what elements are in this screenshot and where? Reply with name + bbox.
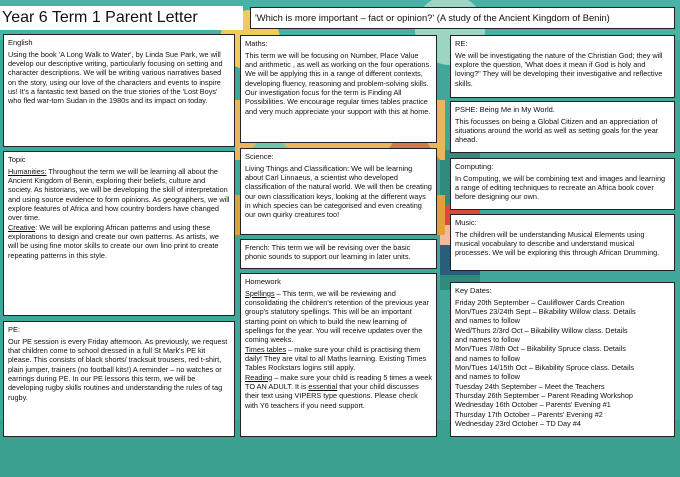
- french-panel: [240, 239, 437, 269]
- pshe-panel: [450, 101, 675, 153]
- french-text: French: This term we will be revising over the basic phonic sounds to support our learning in later units.: [245, 243, 411, 262]
- science-panel: [240, 148, 437, 235]
- maths-panel: [240, 35, 437, 143]
- re-heading: RE:: [455, 39, 468, 48]
- key-date-item: and names to follow: [455, 316, 520, 326]
- computing-panel: [450, 158, 675, 210]
- key-date-item: Friday 20th September – Cauliflower Cards Creation: [455, 297, 625, 307]
- pe-text: Our PE session is every Friday afternoon. As previously, we request that children come to school dressed in a full St Mark's PE kit please. This consists of black shorts/ tracksuit trousers, red t-shirt, plain jumper, trainers (no football kits!) A reminder – no watches or earrings during PE. In our PE lessons this term, we will be developing rugby skills routines and understanding the rules of tag rugby.: [8, 336, 228, 402]
- music-panel: [450, 214, 675, 271]
- key-date-item: Thursday 26th September – Parent Reading Workshop: [455, 390, 633, 400]
- pshe-heading: PSHE: Being Me in My World.: [455, 105, 555, 114]
- computing-text: In Computing, we will be combining text and images and learning a range of editing techniques to recreate an Africa book cover before designing our own.: [455, 173, 666, 202]
- key-dates-list: [455, 298, 670, 429]
- computing-heading: Computing:: [455, 162, 494, 171]
- key-date-item: and names to follow: [455, 353, 520, 363]
- key-date-item: Tuesday 24th September – Meet the Teachers: [455, 381, 605, 391]
- pe-heading: PE:: [8, 325, 21, 334]
- key-date-item: Wednesday 16th October – Parents' Evening #1: [455, 400, 611, 410]
- reading-text-2: that your child discusses their text using VIPERS type questions. Please check with Y6 teachers if you need support.: [245, 381, 419, 410]
- reading-label: Reading: [245, 372, 273, 382]
- key-dates-heading: Key Dates:: [455, 286, 492, 295]
- humanities-label: Humanities:: [8, 166, 47, 176]
- reading-essential: essential: [308, 381, 338, 391]
- key-date-item: Mon/Tues 14/15th Oct – Bikability Spruce class. Details: [455, 362, 634, 372]
- music-text: The children will be understanding Musical Elements using musical vocabulary to describe and understand musical processes. We will be exploring this through African Drumming.: [455, 229, 660, 258]
- english-heading: English: [8, 38, 33, 47]
- re-text: We will be investigating the nature of the Christian God; they will explore the question, 'What does it mean if God is holy and loving?" They will be developing their investigative and reflective skills.: [455, 50, 663, 88]
- english-panel: [3, 34, 235, 147]
- key-dates-panel: [450, 282, 675, 437]
- creative-text: : We will be exploring African patterns and using these explorations to design and create our own patterns. As artists, we will be using fine motor skills to create our own lino print to create repeating patterns in this style.: [8, 222, 219, 260]
- times-tables-label: Times tables: [245, 344, 287, 354]
- english-text: Using the book 'A Long Walk to Water', by Linda Sue Park, we will develop our descriptive writing, particularly focusing on setting and character descriptions. We will be writing various narratives based on the story, using our love of the characters and events to inspire us! It's a fantastic text based on the true stories of the 'Lost Boys' who fled war-torn Sudan in the 1980s and its impact on today.: [8, 49, 223, 106]
- key-date-item: Mon/Tues 7/8th Oct – Bikability Spruce class. Details: [455, 344, 626, 354]
- page-title: Year 6 Term 1 Parent Letter: [0, 6, 243, 30]
- key-date-item: and names to follow: [455, 372, 520, 382]
- key-date-item: Wednesday 23rd October – TD Day #4: [455, 418, 581, 428]
- times-tables-text: – make sure your child is practising them daily! They are vital to all Maths learning. Existing Times Tables Rockstars logins still apply.: [245, 344, 427, 373]
- homework-panel: [240, 273, 437, 437]
- page-subtitle: 'Which is more important – fact or opinion?' (A study of the Ancient Kingdom of Benin): [250, 7, 675, 29]
- key-date-item: Mon/Tues 23/24th Sept – Bikability Willow class. Details: [455, 306, 636, 316]
- topic-panel: [3, 151, 235, 316]
- key-date-item: Thursday 17th October – Parents' Evening #2: [455, 409, 603, 419]
- homework-heading: Homework: [245, 277, 281, 286]
- re-panel: [450, 35, 675, 98]
- maths-heading: Maths:: [245, 39, 268, 48]
- music-heading: Music:: [455, 218, 477, 227]
- pe-panel: [3, 321, 235, 437]
- key-date-item: and names to follow: [455, 334, 520, 344]
- spellings-label: Spellings: [245, 288, 275, 298]
- maths-text: This term we will be focusing on Number, Place Value and arithmetic , as well as working on the four operations. We will be applying this in a range of different contexts, developing fluency, reasoning and problem-solving skills. Our investigation focus for the term is Finding All Possibilities. We encourage regular times tables practice and very much appreciate your support with this at home.: [245, 50, 432, 116]
- science-text: Living Things and Classification: We will be learning about Carl Linnaeus, a scientist who developed classification of the natural world. We will then be creating our own classification keys, looking at the different ways in which species can be categorised and even creating our own quirky creatures too!: [245, 163, 432, 220]
- key-date-item: Wed/Thurs 2/3rd Oct – Bikability Willow class. Details: [455, 325, 628, 335]
- creative-label: Creative: [8, 222, 36, 232]
- topic-heading: Topic: [8, 155, 26, 164]
- reading-text-1: – make sure your child is reading 5 times a week TO AN ADULT. It is: [245, 372, 432, 391]
- pshe-text: This focusses on being a Global Citizen and an appreciation of situations around the world as well as setting goals for the year ahead.: [455, 116, 659, 145]
- spellings-text: – This term, we will be reviewing and consolidating the children's retention of the previous year group's statutory spellings. This will be an important starting point on which to build the new learning of spellings for the year. You will receive updates over the coming weeks.: [245, 288, 429, 345]
- science-heading: Science:: [245, 152, 274, 161]
- humanities-text: Throughout the term we will be learning all about the Ancient Kingdom of Benin, exploring their beliefs, culture and society. As historians, we will be developing the skill of interpretation and using source evidence to form opinions. As geographers, we will explore features of Africa and how country borders have changed over time.: [8, 166, 230, 223]
